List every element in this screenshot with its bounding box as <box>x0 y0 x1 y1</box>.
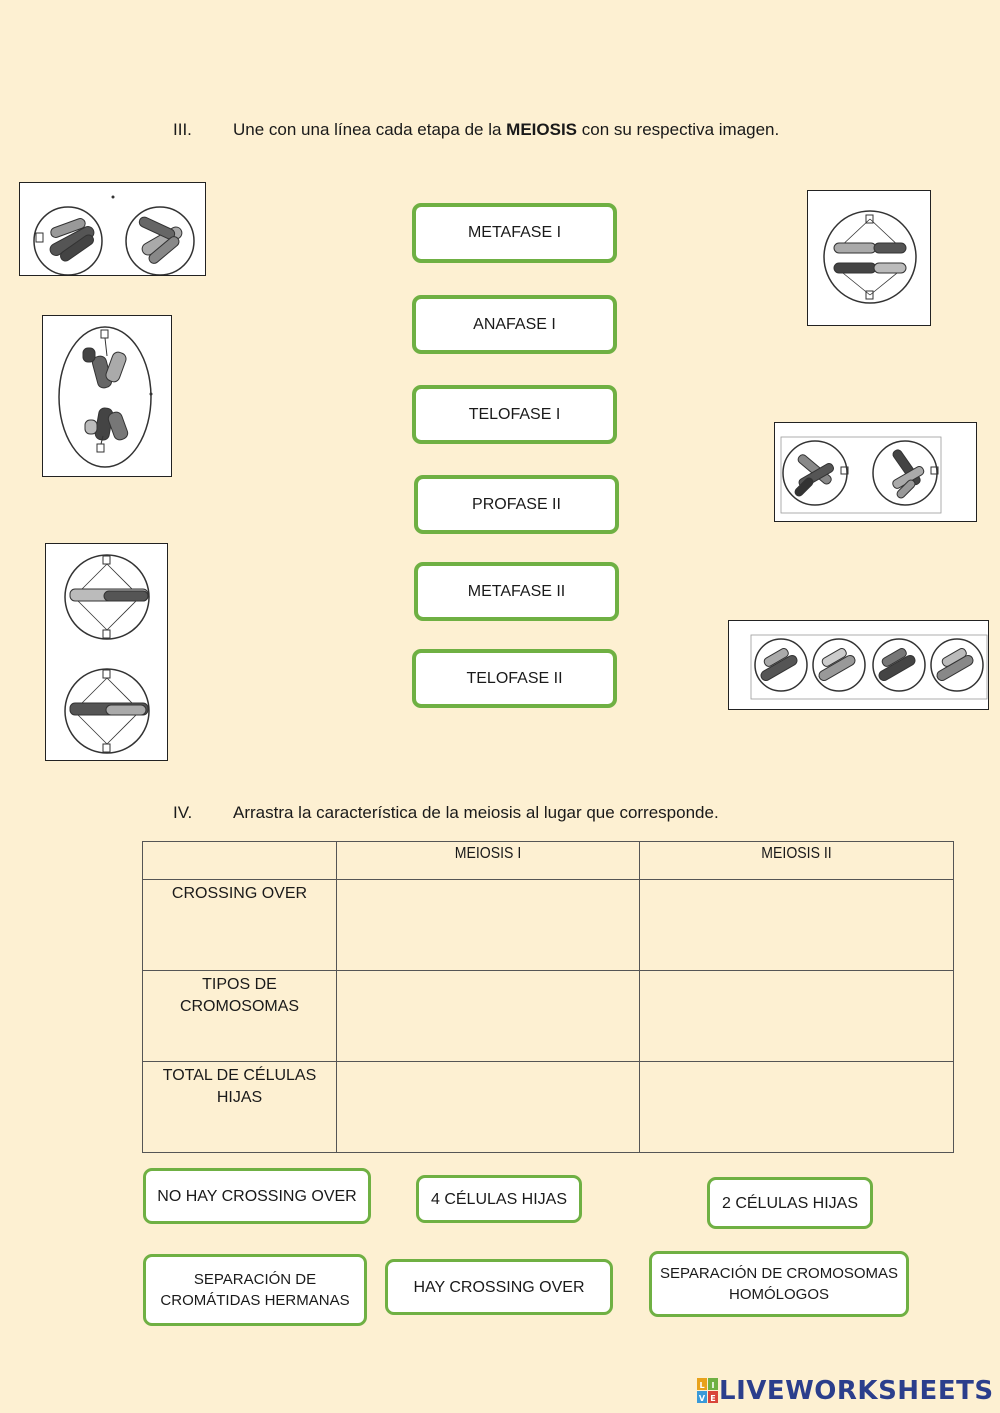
cell-image-anafase[interactable] <box>42 315 172 477</box>
two-cells-drawing <box>20 183 206 276</box>
row-header-crossing-over: CROSSING OVER <box>143 880 337 971</box>
liveworksheets-logo <box>697 1376 994 1406</box>
drop-zone-cells-meiosis-2[interactable] <box>640 1062 954 1153</box>
telofase-2-drawing <box>729 621 989 710</box>
drop-zone-types-meiosis-2[interactable] <box>640 971 954 1062</box>
metafase-2-drawing <box>46 544 168 761</box>
drop-zone-types-meiosis-1[interactable] <box>337 971 640 1062</box>
stage-anafase-1[interactable]: ANAFASE I <box>412 295 617 354</box>
table-header-meiosis-1: MEIOSIS I <box>337 842 640 880</box>
stage-telofase-2[interactable]: TELOFASE II <box>412 649 617 708</box>
stage-profase-2[interactable]: PROFASE II <box>414 475 619 534</box>
drop-zone-crossing-meiosis-1[interactable] <box>337 880 640 971</box>
section-4-number: IV. <box>173 803 193 822</box>
logo-letter-l: L <box>699 1381 705 1390</box>
drop-zone-cells-meiosis-1[interactable] <box>337 1062 640 1153</box>
stage-metafase-2[interactable]: METAFASE II <box>414 562 619 621</box>
row-header-daughter-cells: TOTAL DE CÉLULAS HIJAS <box>143 1062 337 1153</box>
profase-2-drawing <box>775 423 977 522</box>
liveworksheets-logo-icon <box>697 1378 719 1404</box>
section-3-instruction: Une con una línea cada etapa de la MEIOSIS con su respectiva imagen. <box>233 120 780 139</box>
stage-telofase-1[interactable]: TELOFASE I <box>412 385 617 444</box>
section-3-heading <box>173 120 933 144</box>
section-4-instruction: Arrastra la característica de la meiosis al lugar que corresponde. <box>233 803 719 822</box>
logo-letter-v: V <box>698 1394 706 1403</box>
metafase-1-drawing <box>808 191 931 326</box>
liveworksheets-wordmark: LIVEWORKSHEETS <box>719 1376 994 1406</box>
cell-image-metafase-1[interactable] <box>807 190 931 326</box>
stage-metafase-1[interactable]: METAFASE I <box>412 203 617 263</box>
tile-two-daughter-cells[interactable]: 2 CÉLULAS HIJAS <box>707 1177 873 1229</box>
table-header-meiosis-2: MEIOSIS II <box>640 842 954 880</box>
cell-image-telofase-2[interactable] <box>728 620 989 710</box>
cell-image-metafase-2[interactable] <box>45 543 168 761</box>
table-corner-cell <box>143 842 337 880</box>
tile-crossing-over[interactable]: HAY CROSSING OVER <box>385 1259 613 1315</box>
tile-no-crossing-over[interactable]: NO HAY CROSSING OVER <box>143 1168 371 1224</box>
meiosis-table <box>142 841 954 1153</box>
anafase-drawing <box>43 316 172 477</box>
row-header-chromosome-types: TIPOS DE CROMOSOMAS <box>143 971 337 1062</box>
tile-four-daughter-cells[interactable]: 4 CÉLULAS HIJAS <box>416 1175 582 1223</box>
section-3-number: III. <box>173 120 192 139</box>
tile-sister-chromatid-separation[interactable]: SEPARACIÓN DE CROMÁTIDAS HERMANAS <box>143 1254 367 1326</box>
tile-homologous-separation[interactable]: SEPARACIÓN DE CROMOSOMAS HOMÓLOGOS <box>649 1251 909 1317</box>
drop-zone-crossing-meiosis-2[interactable] <box>640 880 954 971</box>
cell-image-profase-2[interactable] <box>774 422 977 522</box>
section-4-heading <box>173 803 933 827</box>
logo-letter-i: I <box>711 1381 715 1390</box>
logo-letter-e: E <box>710 1394 716 1403</box>
cell-image-two-cells[interactable] <box>19 182 206 276</box>
